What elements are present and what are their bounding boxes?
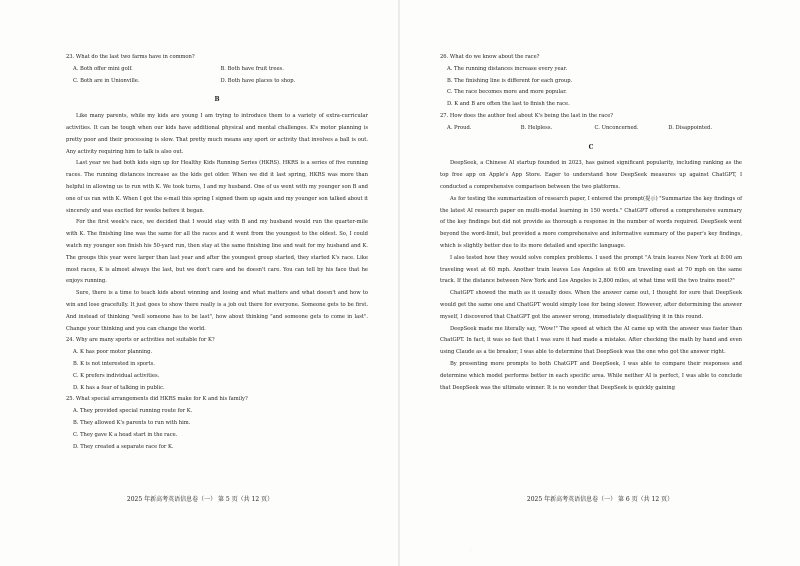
passage-c-paragraph: DeepSeek made me literally say, "Wow!" The speed at which the AI came up with the answer was faster than ChatGPT. In fact, it was so fast that I was sure it had made a mistake. After checking the math by hand and even using Claude as a tie breaker, I was able to determine that DeepSeek was the one who got the answer right. bbox=[440, 325, 742, 356]
question-27-options bbox=[440, 123, 742, 135]
option: A. The running distances increase every year. bbox=[447, 65, 568, 72]
section-c-heading: C bbox=[588, 143, 594, 151]
option: B. K is not interested in sports. bbox=[73, 360, 155, 367]
passage-b-paragraph: For the first week's race, we decided that I would stay with B and my husband would run the quarter-mile with K. The finishing line was the same for all the races and it went from the youngest to the oldest. So, I could watch my younger son finish his 50-yard run, then stay at the same finishing line and wait for my husband and K. The groups this year were larger than last year and after the youngest group started, they started K's race. Like most races, K is almost always the last, but we don't care and he doesn't care. You can tell by his face that he enjoys running. bbox=[66, 219, 368, 285]
option: B. They allowed K's parents to run with him. bbox=[73, 419, 191, 426]
question-26-stem: 26. What do we know about the race? bbox=[440, 54, 540, 60]
option: D. They created a separate race for K. bbox=[73, 443, 174, 450]
option: D. K has a fear of talking in public. bbox=[73, 384, 165, 391]
option: A. Both offer mini golf. bbox=[73, 65, 133, 72]
option: A. K has poor motor planning. bbox=[73, 349, 153, 356]
passage-c-paragraph: I also tested how they would solve complex problems. I used the prompt "A train leaves New York at 8:00 am traveling west at 60 mph. Another train leaves Los Angeles at 6:00 am traveling east at 70 mph on the same track. If the distance between New York and Los Angeles is 2,800 miles, at what time will the two trains meet?" bbox=[440, 254, 742, 285]
passage-b-paragraph: Like many parents, while my kids are young I am trying to introduce them to a variety of extra-curricular activities. It can be tough when our kids have additional physical and mental challenges. K's motor planning is pretty poor and their processing is slow. That pretty much means any sport or activity that involves a ball is out. Any activity requiring him to talk is also out. bbox=[66, 113, 368, 155]
question-24-stem: 24. Why are many sports or activities not suitable for K? bbox=[66, 337, 215, 344]
option: B. Helpless. bbox=[520, 124, 553, 131]
option: D. K and B are often the last to finish the race. bbox=[447, 101, 570, 108]
question-23-stem: 23. What do the last two farms have in common? bbox=[66, 54, 195, 60]
passage-b-paragraph: Sure, there is a time to teach kids about winning and losing and what matters and what doesn't and how to win and lose gracefully. It just goes to show there really is a job out there for everyone. Someone gets to be first. And instead of thinking "well someone has to be last", how about thinking "and someone gets to come in last". Change your thinking and you can change the world. bbox=[66, 290, 368, 332]
question-23-options bbox=[66, 64, 368, 88]
question-25-stem: 25. What special arrangements did HKRS make for K and his family? bbox=[66, 396, 248, 403]
left-column bbox=[66, 52, 368, 453]
passage-c-paragraph: By presenting more prompts to both ChatGPT and DeepSeek, I was able to compare their responses and determine which model performs better in each specific area. While neither AI is perfect, I was able to conclude that DeepSeek was the ultimate winner. It is no wonder that DeepSeek is quickly gaining bbox=[440, 360, 742, 391]
passage-c-paragraph: As for testing the summarization of research paper, I entered the prompt(提示) "Summarize the key findings of the latest AI research paper on multi-modal learning in 150 words." ChatGPT offered a comprehensive summary of the key findings but did not provide as thorough a response in the number of words required. DeepSeek went beyond the word-limit, but provided a more comprehensive and informative summary of the paper's key findings, which is slightly better due to its more detailed and specific language. bbox=[440, 195, 742, 249]
option: D. Both have places to shop. bbox=[220, 77, 296, 84]
option: A. Proud. bbox=[447, 124, 472, 131]
option: C. They gave K a head start in the race. bbox=[73, 431, 178, 438]
left-page-footer: 2025 年新高考英语信息卷（一） 第 5 页（共 12 页） bbox=[126, 496, 274, 503]
section-b-heading: B bbox=[214, 96, 220, 104]
passage-c-paragraph: DeepSeek, a Chinese AI startup founded in 2023, has gained significant popularity, including ranking as the top free app on Apple's App Store. Eager to understand how DeepSeek measures up against ChatGPT, I conducted a comprehensive comparison between the two platforms. bbox=[440, 160, 742, 190]
scan-mark: · bbox=[470, 548, 472, 554]
option: D. Disappointed. bbox=[668, 124, 712, 131]
passage-c-paragraph: ChatGPT showed the math as it usually does. When the answer came out, I thought for sure that DeepSeek would get the same one and ChatGPT would simply lose for being slower. However, after determining the answer myself, I discovered that ChatGPT got the answer wrong, immediately disqualifying it in this round. bbox=[440, 290, 742, 320]
option: C. Unconcerned. bbox=[594, 124, 639, 131]
option: C. The race becomes more and more popular. bbox=[447, 89, 567, 96]
option: B. The finishing line is different for each group. bbox=[447, 77, 573, 84]
option: B. Both have fruit trees. bbox=[220, 65, 284, 72]
page-gutter bbox=[398, 0, 400, 566]
right-page-footer: 2025 年新高考英语信息卷（一） 第 6 页（共 12 页） bbox=[526, 496, 674, 503]
option: C. K prefers individual activities. bbox=[73, 372, 160, 379]
option: C. Both are in Unionville. bbox=[73, 77, 140, 84]
option: A. They provided special running route for K. bbox=[73, 408, 193, 415]
passage-b-paragraph: Last year we had both kids sign up for Healthy Kids Running Series (HKRS). HKRS is a series of five running races. The running distances increase as the kids get older. When we did it last spring, HKRS was more than helpful in allowing us to run with K. We took turns, I and my husband. One of us went with my younger son B and one of us ran with K. When I got the e-mail this spring I signed them up again and my younger son talked about it sincerely and was excited for weeks before it began. bbox=[66, 160, 368, 214]
question-27-stem: 27. How does the author feel about K's being the last in the race? bbox=[440, 112, 614, 119]
right-column bbox=[440, 52, 742, 394]
